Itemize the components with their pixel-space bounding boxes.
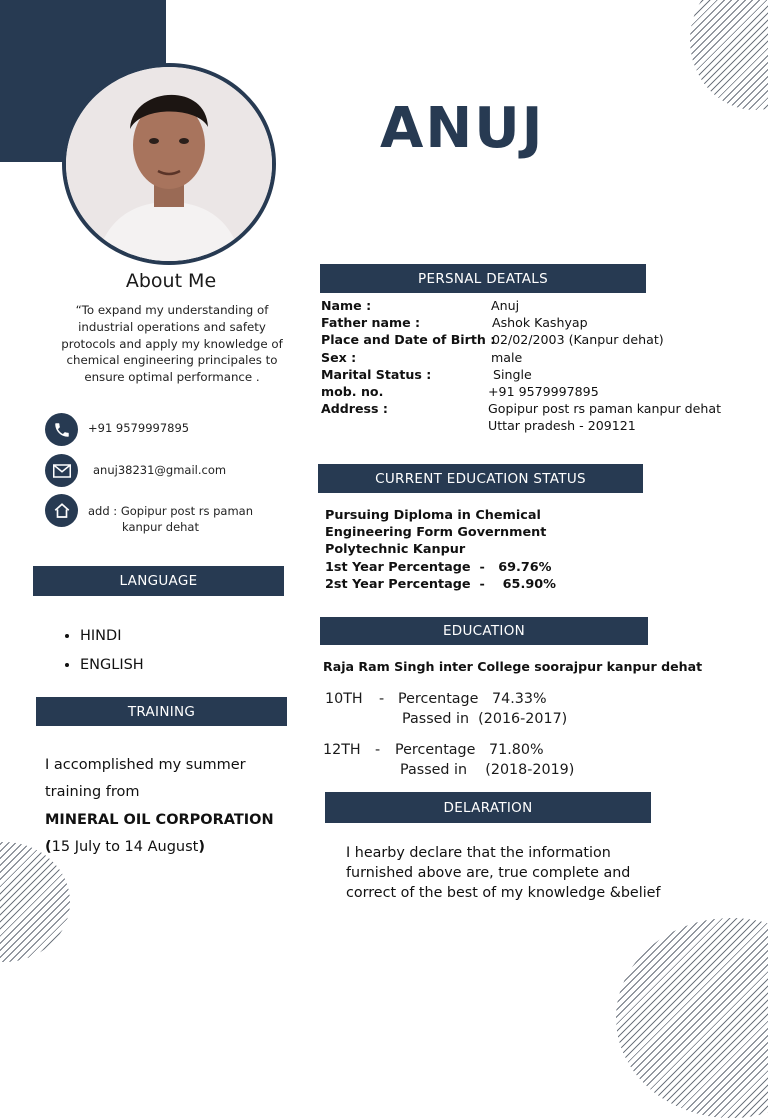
education-passed-12: Passed in (2018-2019) bbox=[400, 762, 575, 778]
language-list bbox=[62, 622, 144, 680]
home-icon bbox=[45, 494, 78, 527]
personal-value-birth: 02/02/2003 (Kanpur dehat) bbox=[492, 332, 664, 347]
contact-email: anuj38231@gmail.com bbox=[93, 463, 227, 477]
education-dash-12: - bbox=[375, 742, 381, 758]
personal-value-address-line2: Uttar pradesh - 209121 bbox=[488, 418, 636, 433]
personal-label-marital: Marital Status : bbox=[321, 367, 432, 382]
training-text bbox=[45, 752, 295, 861]
personal-label-father: Father name : bbox=[321, 315, 421, 330]
education-grade-12: 12TH bbox=[323, 742, 361, 758]
training-company: MINERAL OIL CORPORATION bbox=[45, 812, 274, 828]
contact-address-line2: kanpur dehat bbox=[122, 520, 199, 534]
education-percentage-12: Percentage 71.80% bbox=[395, 742, 544, 758]
personal-value-father: Ashok Kashyap bbox=[492, 315, 588, 330]
profile-photo bbox=[62, 63, 276, 265]
personal-value-mobile: +91 9579997895 bbox=[488, 384, 599, 399]
current-education-header: CURRENT EDUCATION STATUS bbox=[318, 464, 643, 493]
personal-value-sex: male bbox=[491, 350, 523, 365]
education-percentage-10: Percentage 74.33% bbox=[398, 691, 547, 707]
declaration-header: DELARATION bbox=[325, 792, 651, 823]
personal-label-birth: Place and Date of Birth : bbox=[321, 332, 496, 347]
personal-header: PERSNAL DEATALS bbox=[320, 264, 646, 293]
phone-icon bbox=[45, 413, 78, 446]
about-text: “To expand my understanding of industrial operations and safety protocols and apply my knowledge of chemical engineering principales to ensure optimal performance . bbox=[61, 303, 283, 385]
about-title: About Me bbox=[125, 270, 217, 292]
paren-close: ) bbox=[198, 839, 205, 855]
declaration-text: I hearby declare that the information furnished above are, true complete and correct of the best of my knowledge &belief bbox=[346, 845, 661, 901]
mail-icon bbox=[45, 454, 78, 487]
personal-value-address: Gopipur post rs paman kanpur dehat bbox=[488, 401, 722, 416]
education-grade-10: 10TH bbox=[325, 691, 363, 707]
education-passed-10: Passed in (2016-2017) bbox=[402, 711, 568, 727]
current-education-line: 2st Year Percentage - 65.90% bbox=[325, 576, 556, 592]
training-line-1: I accomplished my summer bbox=[45, 757, 246, 773]
personal-label-mobile: mob. no. bbox=[321, 384, 384, 399]
education-dash-10: - bbox=[379, 691, 385, 707]
training-line-2: training from bbox=[45, 784, 140, 800]
personal-label-sex: Sex : bbox=[321, 350, 357, 365]
personal-label-address: Address : bbox=[321, 401, 388, 416]
person-silhouette-icon bbox=[66, 67, 272, 261]
training-dates-value: 15 July to 14 August bbox=[51, 839, 199, 855]
person-name: ANUJ bbox=[380, 96, 545, 161]
education-header: EDUCATION bbox=[320, 617, 648, 645]
current-education-line: Polytechnic Kanpur bbox=[325, 542, 466, 558]
language-item: • ENGLISH bbox=[80, 651, 144, 680]
contact-phone: +91 9579997895 bbox=[88, 421, 190, 435]
hatch-circle-bottom-right bbox=[616, 918, 768, 1118]
personal-label-name: Name : bbox=[321, 298, 372, 313]
language-item: • HINDI bbox=[80, 622, 144, 651]
contact-address-line1: add : Gopipur post rs paman bbox=[88, 504, 253, 518]
current-education-line: Pursuing Diploma in Chemical bbox=[325, 508, 541, 523]
current-education-text bbox=[325, 507, 556, 593]
paren-open: ( bbox=[45, 839, 52, 855]
hatch-circle-top-right bbox=[690, 0, 768, 110]
training-dates bbox=[45, 834, 295, 861]
personal-value-marital: Single bbox=[493, 367, 532, 382]
current-education-line: Engineering Form Government bbox=[325, 525, 547, 541]
education-school: Raja Ram Singh inter College soorajpur kanpur dehat bbox=[323, 659, 703, 674]
language-header: LANGUAGE bbox=[33, 566, 284, 596]
training-header: TRAINING bbox=[36, 697, 287, 726]
current-education-line: 1st Year Percentage - 69.76% bbox=[325, 559, 552, 575]
personal-value-name: Anuj bbox=[491, 298, 520, 313]
